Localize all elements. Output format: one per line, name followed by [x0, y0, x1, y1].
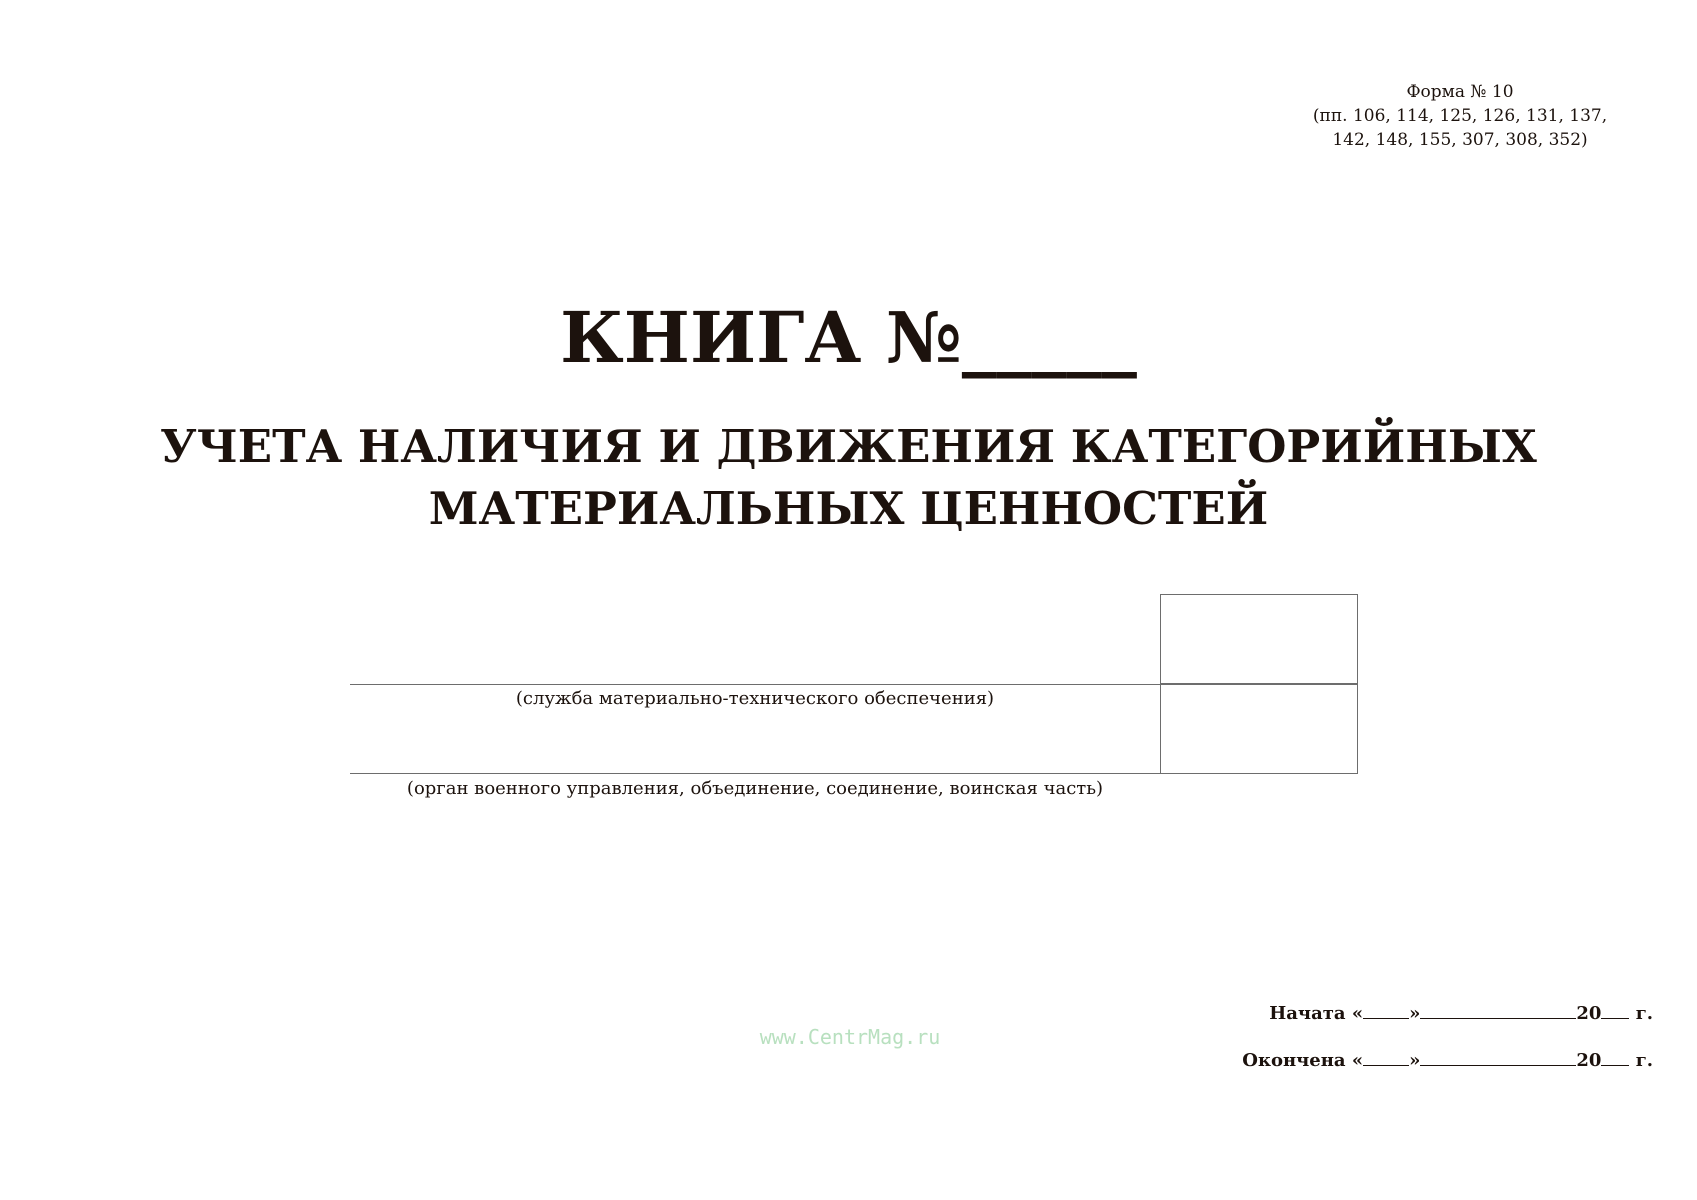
date-started-day-blank — [1363, 1002, 1409, 1019]
date-started-year-suffix: г. — [1629, 1003, 1653, 1024]
book-title — [0, 296, 1697, 380]
date-finished-quote: » — [1409, 1050, 1421, 1071]
form-number: Форма № 10 — [1406, 82, 1514, 102]
unit-caption: (орган военного управления, объединение, соединение, воинская часть) — [406, 778, 1104, 799]
form-paragraphs-line1: (пп. 106, 114, 125, 126, 131, 137, — [1312, 106, 1608, 126]
date-started-label: Начата « — [1269, 1003, 1364, 1024]
book-number-blank: _____ — [961, 296, 1137, 379]
code-box-bottom — [1160, 683, 1358, 774]
date-started-month-blank — [1420, 1002, 1576, 1019]
date-finished-year-prefix: 20 — [1576, 1050, 1602, 1071]
date-started-quote: » — [1409, 1003, 1421, 1024]
book-subtitle — [0, 416, 1697, 540]
date-finished-month-blank — [1420, 1049, 1576, 1066]
form-reference — [1260, 80, 1660, 152]
form-paragraphs-line2: 142, 148, 155, 307, 308, 352) — [1332, 130, 1588, 150]
book-label: КНИГА № — [560, 296, 962, 379]
subtitle-line2: МАТЕРИАЛЬНЫХ ЦЕННОСТЕЙ — [428, 482, 1269, 535]
date-finished-year-suffix: г. — [1629, 1050, 1653, 1071]
date-started-year-blank — [1601, 1002, 1629, 1019]
date-started-year-prefix: 20 — [1576, 1003, 1602, 1024]
unit-field-line — [350, 773, 1160, 774]
date-finished-year-blank — [1601, 1049, 1629, 1066]
subtitle-line1: УЧЕТА НАЛИЧИЯ И ДВИЖЕНИЯ КАТЕГОРИЙНЫХ — [160, 420, 1537, 473]
date-finished-row — [1242, 1049, 1653, 1073]
watermark: www.CentrMag.ru — [759, 1025, 941, 1049]
date-finished-label: Окончена « — [1242, 1050, 1364, 1071]
service-field-line — [350, 684, 1160, 685]
date-finished-day-blank — [1363, 1049, 1409, 1066]
code-box-top — [1160, 594, 1358, 685]
service-caption: (служба материально-технического обеспечения) — [515, 688, 995, 709]
date-started-row — [1269, 1002, 1653, 1026]
